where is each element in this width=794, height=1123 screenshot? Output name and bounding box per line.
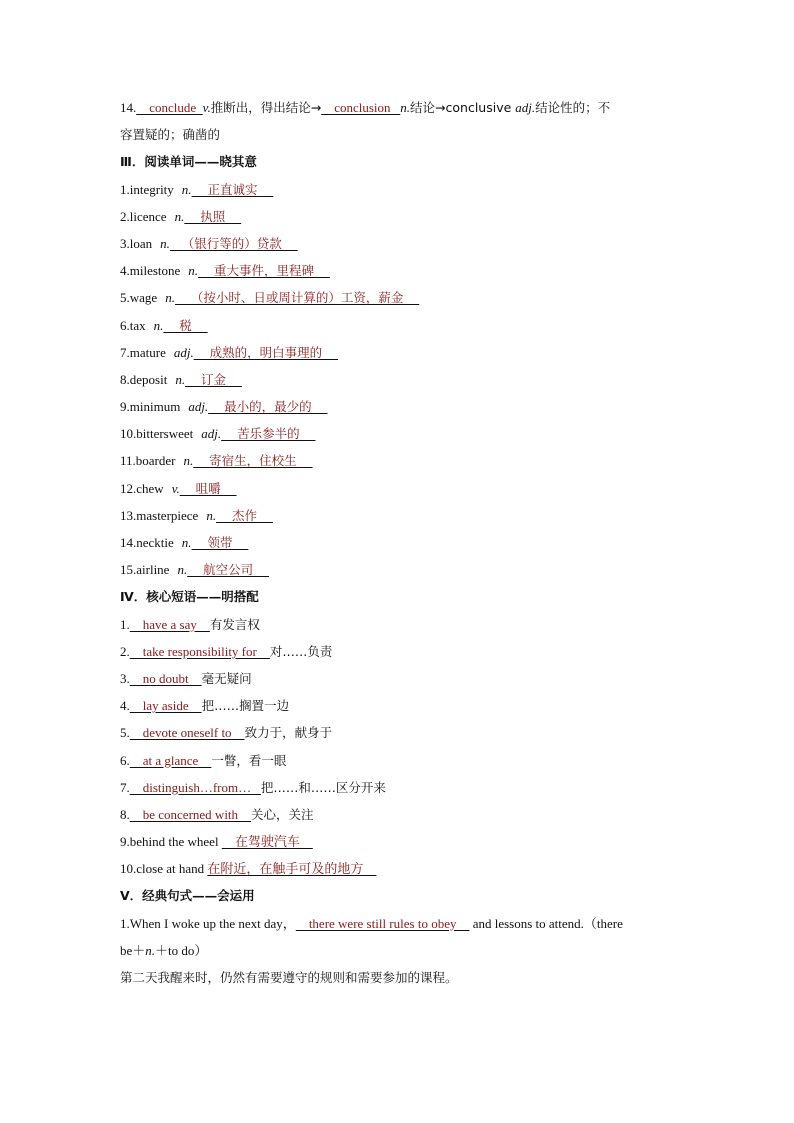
part-of-speech: n. <box>145 942 156 958</box>
reading-words-list <box>120 176 680 584</box>
phrase-meaning: 毫无疑问 <box>201 670 252 686</box>
word-item <box>120 176 680 203</box>
word: 13.masterpiece <box>120 507 199 523</box>
word: 10.bittersweet <box>120 426 194 442</box>
part-of-speech: v. <box>171 480 180 496</box>
phrase-number: 10.close at hand <box>120 861 208 877</box>
section-4-title: Ⅳ．核心短语——明搭配 <box>120 589 259 605</box>
phrase-meaning: 致力于，献身于 <box>244 725 333 741</box>
phrase-item <box>120 774 680 801</box>
part-of-speech: n. <box>206 507 217 523</box>
phrase-item <box>120 692 680 719</box>
word: 14.necktie <box>120 535 174 550</box>
phrase-answer: at a glance <box>129 752 212 768</box>
part-of-speech: adj. <box>201 426 222 442</box>
part-of-speech: n. <box>175 371 186 387</box>
word: 15.airline <box>120 562 170 578</box>
word: 12.chew <box>120 480 164 496</box>
phrase-meaning: 把……和……区分开来 <box>260 779 386 795</box>
word-item <box>120 203 680 230</box>
word-item <box>120 556 680 583</box>
part-of-speech: n. <box>165 290 175 306</box>
word-item <box>120 502 680 529</box>
word-item <box>120 447 680 474</box>
part-of-speech: n. <box>181 535 192 550</box>
phrase-item <box>120 828 680 855</box>
phrase-item <box>120 638 680 665</box>
phrase-number: 6. <box>120 752 130 768</box>
phrase-item <box>120 801 680 828</box>
phrase-number: 4. <box>120 698 130 714</box>
phrase-meaning: 一瞥，看一眼 <box>211 752 287 768</box>
answer: 寄宿生，住校生 <box>193 453 313 469</box>
part-of-speech: adj. <box>173 344 194 360</box>
word: 5.wage <box>120 290 158 306</box>
section-3-title: Ⅲ．阅读单词——晓其意 <box>120 154 257 170</box>
answer: 最小的，最少的 <box>208 399 328 415</box>
answer-conclude: conclude <box>136 100 203 115</box>
phrase-number: 5. <box>120 725 130 741</box>
sentence-suffix: and lessons to attend.（there <box>469 915 623 931</box>
answer: 领带 <box>191 535 249 550</box>
phrase-answer: 在驾驶汽车 <box>221 834 313 850</box>
answer: 重大事件，里程碑 <box>198 263 330 279</box>
phrase-number: 9.behind the wheel <box>120 834 222 850</box>
word-item <box>120 339 680 366</box>
phrase-number: 2. <box>120 643 130 659</box>
document-page <box>120 94 680 991</box>
word: 7.mature <box>120 344 166 360</box>
part-of-speech: n. <box>160 235 170 251</box>
word-item <box>120 475 680 502</box>
word-item <box>120 257 680 284</box>
pattern-part: ＋to do） <box>155 942 208 958</box>
word: 6.tax <box>120 317 146 333</box>
phrase-item <box>120 665 680 692</box>
answer: 税 <box>163 317 208 333</box>
word: 3.loan <box>120 235 153 251</box>
answer-conclusion: conclusion <box>321 100 401 115</box>
phrase-item <box>120 611 680 638</box>
answer: 订金 <box>185 371 242 387</box>
word-item <box>120 284 680 311</box>
part-of-speech: adj. <box>188 399 209 415</box>
phrase-answer: no doubt <box>129 670 202 686</box>
sentence-answer: there were still rules to obey <box>295 915 470 931</box>
sentence-translation: 第二天我醒来时，仍然有需要遵守的规则和需要参加的课程。 <box>120 970 458 985</box>
word-item <box>120 529 680 556</box>
phrase-meaning: 对……负责 <box>269 643 333 659</box>
word: 9.minimum <box>120 399 181 415</box>
phrase-number: 3. <box>120 670 130 686</box>
word: 11.boarder <box>120 453 176 469</box>
phrase-meaning: 有发言权 <box>209 616 260 632</box>
part-of-speech: v. <box>202 100 211 115</box>
meaning: 推断出，得出结论→ <box>210 100 322 115</box>
word: 2.licence <box>120 208 167 224</box>
part-of-speech: n. <box>400 100 411 115</box>
word-item <box>120 230 680 257</box>
word: 8.deposit <box>120 371 168 387</box>
phrase-answer: 在附近，在触手可及的地方 <box>207 861 377 877</box>
item-number: 14. <box>120 100 137 115</box>
phrase-answer: take responsibility for <box>129 643 270 659</box>
pattern-part: be＋ <box>120 942 146 958</box>
answer: 正直诚实 <box>191 181 274 197</box>
item-14-line1 <box>120 94 680 121</box>
sentence-line-2 <box>120 937 680 964</box>
word-item <box>120 366 680 393</box>
section-5-title: Ⅴ．经典句式——会运用 <box>120 888 255 904</box>
phrase-item <box>120 747 680 774</box>
word-item <box>120 312 680 339</box>
phrase-number: 8. <box>120 806 130 822</box>
phrase-answer: distinguish…from… <box>129 779 261 795</box>
phrase-answer: lay aside <box>129 698 202 714</box>
part-of-speech: adj. <box>515 100 536 115</box>
word-item <box>120 420 680 447</box>
part-of-speech: n. <box>188 263 199 279</box>
phrase-item <box>120 855 680 882</box>
part-of-speech: n. <box>153 317 164 333</box>
phrase-answer: be concerned with <box>129 806 252 822</box>
part-of-speech: n. <box>174 208 185 224</box>
answer: （银行等的）贷款 <box>169 235 298 251</box>
phrase-meaning: 把……搁置一边 <box>201 698 290 714</box>
phrase-number: 1. <box>120 616 130 632</box>
answer: 成熟的，明白事理的 <box>193 344 339 360</box>
core-phrases-list <box>120 611 680 883</box>
part-of-speech: n. <box>181 181 192 197</box>
word: 4.milestone <box>120 263 181 279</box>
part-of-speech: n. <box>177 562 188 578</box>
phrase-meaning: 关心，关注 <box>251 806 314 822</box>
answer: 执照 <box>184 208 242 224</box>
answer: （按小时、日或周计算的）工资，薪金 <box>174 290 420 306</box>
sentence-line-1 <box>120 910 680 937</box>
phrase-number: 7. <box>120 779 130 795</box>
part-of-speech: n. <box>183 453 194 469</box>
phrase-answer: have a say <box>129 616 210 632</box>
item-14-line2: 容置疑的；确凿的 <box>120 127 221 143</box>
answer: 航空公司 <box>187 562 270 578</box>
phrase-item <box>120 719 680 746</box>
meaning: 结论性的；不 <box>535 100 611 115</box>
meaning: 结论→conclusive <box>410 100 516 115</box>
word-item <box>120 393 680 420</box>
sentence-prefix: 1.When I woke up the next day， <box>120 915 296 931</box>
answer: 咀嚼 <box>179 480 237 496</box>
answer: 苦乐参半的 <box>221 426 316 442</box>
phrase-answer: devote oneself to <box>129 725 245 741</box>
answer: 杰作 <box>216 507 273 523</box>
word: 1.integrity <box>120 181 174 197</box>
